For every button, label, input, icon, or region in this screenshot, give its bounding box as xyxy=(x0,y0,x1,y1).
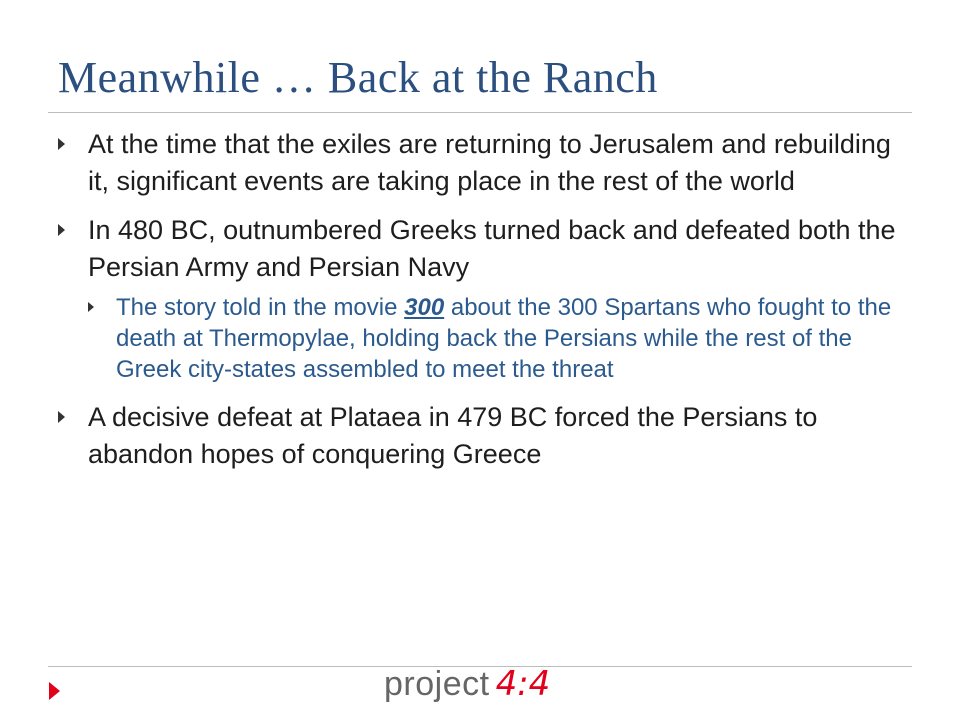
logo-numbers: 4:4 xyxy=(495,664,551,704)
bullet-item xyxy=(58,399,908,473)
title-divider xyxy=(48,112,912,113)
bullet-item xyxy=(58,212,908,286)
bullet-list xyxy=(58,126,908,485)
bullet-text: At the time that the exiles are returning to Jerusalem and rebuilding it, significant events are taking place in the rest of the world xyxy=(88,129,891,196)
bullet-arrow-icon xyxy=(58,411,65,423)
movie-title-link[interactable]: 300 xyxy=(404,294,445,321)
sub-bullet-item xyxy=(88,292,908,385)
bullet-item xyxy=(58,126,908,200)
slide-title: Meanwhile … Back at the Ranch xyxy=(58,53,658,102)
logo-word: project xyxy=(384,665,490,703)
triangle-right-icon xyxy=(49,682,60,700)
sub-bullet-arrow-icon xyxy=(88,302,94,312)
bullet-text: A decisive defeat at Plataea in 479 BC forced the Persians to abandon hopes of conquering Greece xyxy=(88,402,818,469)
bullet-arrow-icon xyxy=(58,224,65,236)
project-logo xyxy=(384,664,550,708)
sub-bullet-text-after: about the 300 Spartans who fought to the death at Thermopylae, holding back the Persians while the rest of the Greek city-states assembled to meet the threat xyxy=(116,294,892,383)
bullet-text: In 480 BC, outnumbered Greeks turned back and defeated both the Persian Army and Persian Navy xyxy=(88,215,896,282)
sub-bullet-text-before: The story told in the movie xyxy=(116,294,405,321)
bullet-arrow-icon xyxy=(58,138,65,150)
